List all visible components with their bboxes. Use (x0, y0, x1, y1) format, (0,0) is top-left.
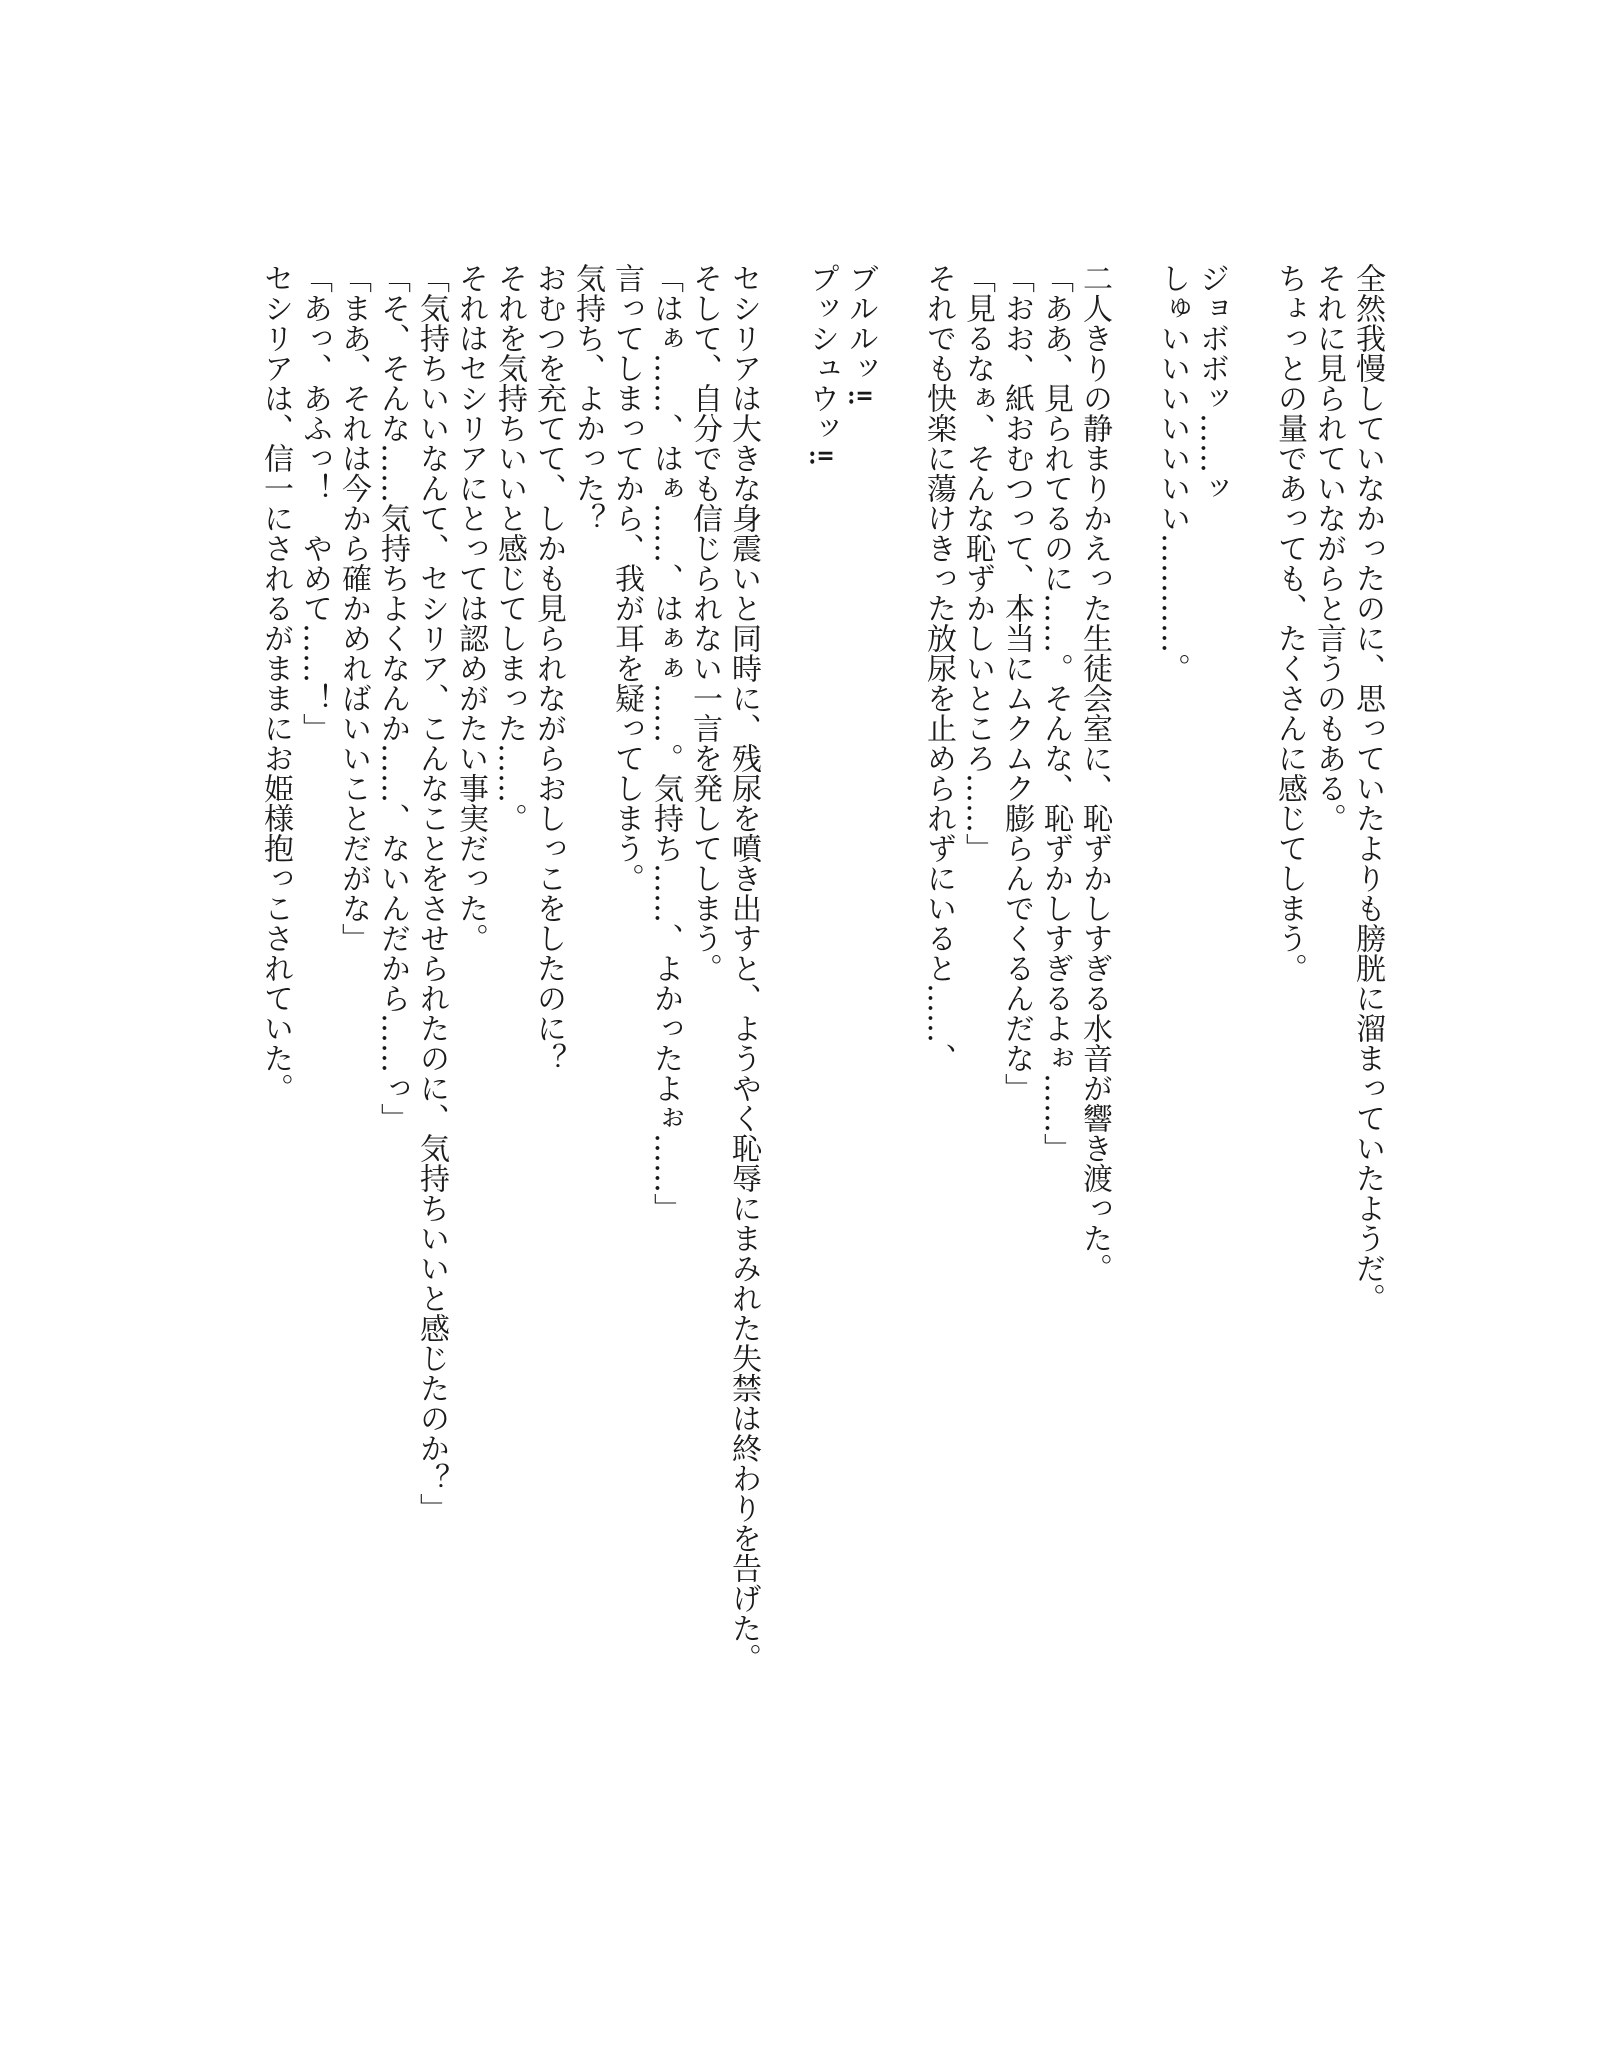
paragraph-gap (763, 263, 802, 1703)
dialogue-line: 「はぁ……、はぁ……、はぁぁ……。気持ち……、よかったよぉ……」 (648, 263, 683, 1223)
text-line: それでも快楽に蕩けきった放尿を止められずにいると……、 (921, 263, 956, 1073)
double-hyphen-mark: := (847, 383, 874, 407)
paragraph-gap (1114, 263, 1153, 1703)
text-line: 気持ち、よかった？ (570, 263, 605, 533)
dialogue-line: 「気持ちいいなんて、セシリア、こんなことをさせられたのに、気持ちいいと感じたのか？」 (414, 263, 449, 1523)
paragraph-gap (880, 263, 919, 1703)
text-line: セシリアは大きな身震いと同時に、残尿を噴き出すと、ようやく恥辱にまみれた失禁は終わりを告げた。 (726, 263, 761, 1673)
text-line: セシリアは、信一にされるがままにお姫様抱っこされていた。 (258, 263, 293, 1103)
text-line: それを気持ちいいと感じてしまった……。 (492, 263, 527, 833)
sfx-line: ジョボボッ……ッ (1194, 263, 1229, 503)
vertical-text-block (256, 263, 1387, 1703)
text-line: それに見られていながらと言うのもある。 (1311, 263, 1346, 833)
sfx-text: ブルルッ (843, 263, 878, 383)
text-line: ちょっとの量であっても、たくさんに感じてしまう。 (1272, 263, 1307, 983)
dialogue-line: 「見るなぁ、そんな恥ずかしいところ……」 (960, 263, 995, 863)
dialogue-line: 「ああ、見られてるのに……。そんな、恥ずかしすぎるよぉ……」 (1038, 263, 1073, 1163)
text-line: 全然我慢していなかったのに、思っていたよりも膀胱に溜まっていたようだ。 (1350, 263, 1385, 1313)
text-line: それはセシリアにとっては認めがたい事実だった。 (453, 263, 488, 953)
text-line: 二人きりの静まりかえった生徒会室に、恥ずかしすぎる水音が響き渡った。 (1077, 263, 1112, 1283)
double-hyphen-mark: := (808, 443, 835, 467)
sfx-line (841, 263, 880, 1703)
sfx-line: しゅいいいいいいい…………。 (1155, 263, 1190, 683)
paragraph-gap (1231, 263, 1270, 1703)
dialogue-line: 「まあ、それは今から確かめればいいことだがな」 (336, 263, 371, 953)
dialogue-line: 「おお、紙おむつって、本当にムクムク膨らんでくるんだな」 (999, 263, 1034, 1103)
text-line: そして、自分でも信じられない一言を発してしまう。 (687, 263, 722, 983)
sfx-text: プッシュウッ (804, 263, 839, 443)
dialogue-line: 「あっ、あふっ！ やめて……！」 (297, 263, 332, 743)
text-line: おむつを充てて、しかも見られながらおしっこをしたのに？ (531, 263, 566, 1073)
dialogue-line: 「そ、そんな……気持ちよくなんか……、ないんだから……っ」 (375, 263, 410, 1133)
sfx-line (802, 263, 841, 1703)
text-line: 言ってしまってから、我が耳を疑ってしまう。 (609, 263, 644, 893)
